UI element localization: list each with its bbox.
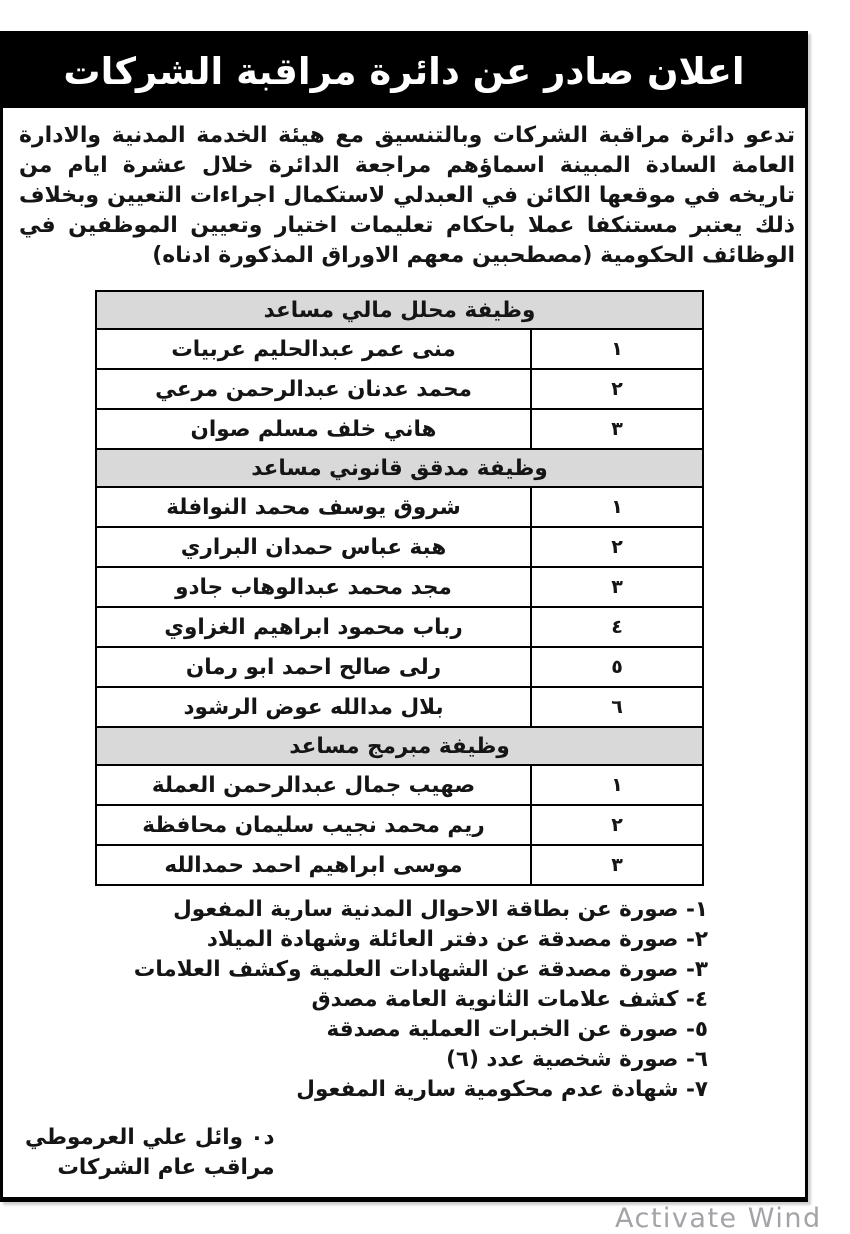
- document-item: ٤- كشف علامات الثانوية العامة مصدق: [311, 987, 708, 1012]
- table-row: [96, 487, 703, 527]
- table-row: [96, 805, 703, 845]
- candidate-name: مجد محمد عبدالوهاب جادو: [96, 567, 531, 607]
- row-number: ٢: [531, 805, 703, 845]
- table-row: [96, 527, 703, 567]
- candidate-name: رلى صالح احمد ابو رمان: [96, 647, 531, 687]
- row-number: ٦: [531, 687, 703, 727]
- row-number: ١: [531, 765, 703, 805]
- table-row: [96, 687, 703, 727]
- section-header-row: [96, 291, 703, 329]
- page-title: اعلان صادر عن دائرة مراقبة الشركات: [63, 49, 745, 93]
- candidate-name: هبة عباس حمدان البراري: [96, 527, 531, 567]
- row-number: ٥: [531, 647, 703, 687]
- candidate-name: شروق يوسف محمد النوافلة: [96, 487, 531, 527]
- signature-block: [25, 1123, 275, 1183]
- section-header: وظيفة محلل مالي مساعد: [96, 291, 703, 329]
- candidate-name: بلال مدالله عوض الرشود: [96, 687, 531, 727]
- table-row: [96, 647, 703, 687]
- table-row: [96, 765, 703, 805]
- candidate-name: هاني خلف مسلم صوان: [96, 409, 531, 449]
- document-item: ٢- صورة مصدقة عن دفتر العائلة وشهادة الميلاد: [206, 927, 708, 952]
- signature-name: د٠ وائل علي العرموطي: [25, 1125, 275, 1150]
- candidate-name: رباب محمود ابراهيم الغزاوي: [96, 607, 531, 647]
- row-number: ٢: [531, 527, 703, 567]
- table-row: [96, 369, 703, 409]
- row-number: ٣: [531, 567, 703, 607]
- row-number: ١: [531, 487, 703, 527]
- title-bar: [3, 34, 805, 108]
- section-header: وظيفة مدقق قانوني مساعد: [96, 449, 703, 487]
- table-row: [96, 567, 703, 607]
- document-item: ٦- صورة شخصية عدد (٦): [446, 1047, 708, 1072]
- intro-paragraph: تدعو دائرة مراقبة الشركات وبالتنسيق مع هيئة الخدمة المدنية والادارة العامة السادة المبينة اسماؤهم مراجعة الدائرة خلال عشرة ايام من تاريخه في موقعها الكائن في العبدلي لاستكمال اجراءات التعيين وبخلاف ذلك يعتبر مستنكفا عملا باحكام تعليمات اختيار وتعيين الموظفين في الوظائف الحكومية (مصطحبين معهم الاوراق المذكورة ادناه): [19, 123, 795, 268]
- document-item: ١- صورة عن بطاقة الاحوال المدنية سارية المفعول: [173, 897, 708, 922]
- activate-windows-watermark: Activate Wind: [615, 1203, 822, 1234]
- candidate-name: منى عمر عبدالحليم عربيات: [96, 329, 531, 369]
- candidate-name: محمد عدنان عبدالرحمن مرعي: [96, 369, 531, 409]
- row-number: ٣: [531, 845, 703, 885]
- row-number: ٢: [531, 369, 703, 409]
- section-header: وظيفة مبرمج مساعد: [96, 727, 703, 765]
- table-row: [96, 329, 703, 369]
- document-item: ٣- صورة مصدقة عن الشهادات العلمية وكشف العلامات: [133, 957, 708, 982]
- candidate-name: صهيب جمال عبدالرحمن العملة: [96, 765, 531, 805]
- table-row: [96, 607, 703, 647]
- document-item: ٥- صورة عن الخبرات العملية مصدقة: [326, 1017, 708, 1042]
- row-number: ١: [531, 329, 703, 369]
- positions-table: [95, 290, 704, 886]
- signature-title: مراقب عام الشركات: [57, 1155, 275, 1180]
- row-number: ٤: [531, 607, 703, 647]
- row-number: ٣: [531, 409, 703, 449]
- table-row: [96, 845, 703, 885]
- candidate-name: موسى ابراهيم احمد حمدالله: [96, 845, 531, 885]
- table-row: [96, 409, 703, 449]
- section-header-row: [96, 727, 703, 765]
- positions-table-body: [96, 291, 703, 885]
- documents-list: [3, 895, 708, 1105]
- section-header-row: [96, 449, 703, 487]
- candidate-name: ريم محمد نجيب سليمان محافظة: [96, 805, 531, 845]
- announcement-box: [0, 31, 808, 1202]
- document-item: ٧- شهادة عدم محكومية سارية المفعول: [296, 1077, 708, 1102]
